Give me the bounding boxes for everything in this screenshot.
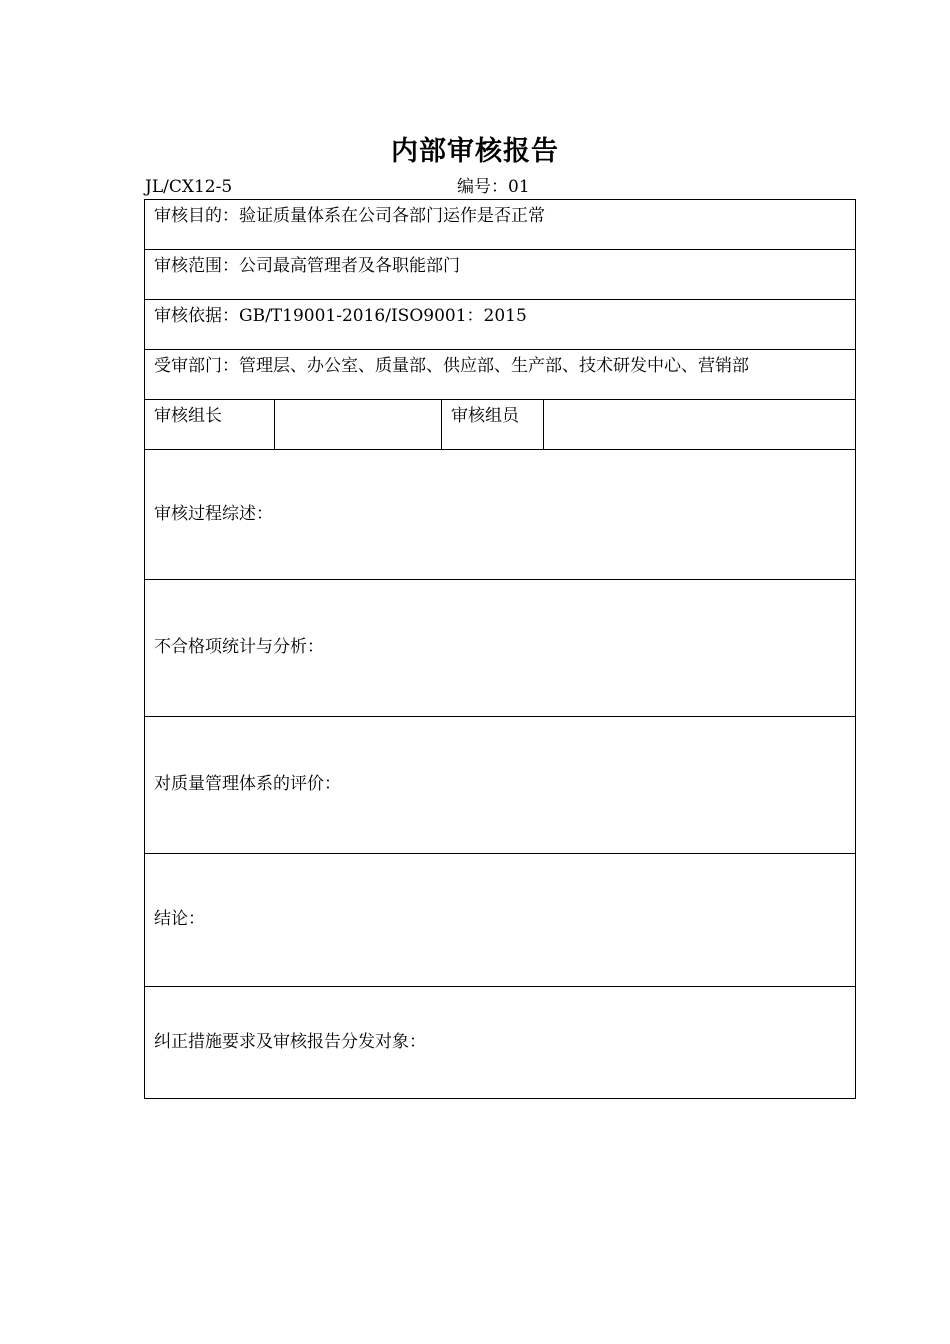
audit-scope-cell: 审核范围：公司最高管理者及各职能部门 [145,250,856,300]
form-code: JL/CX12-5 [145,177,233,197]
serial-number: 编号：01 [457,177,530,197]
audit-purpose-cell: 审核目的：验证质量体系在公司各部门运作是否正常 [145,200,856,250]
audit-basis-cell: 审核依据：GB/T19001-2016/ISO9001：2015 [145,300,856,350]
team-members-field[interactable] [544,400,856,450]
table-row [145,250,856,300]
table-row [145,400,856,450]
table-row [145,717,856,854]
qms-evaluation-cell[interactable]: 对质量管理体系的评价： [145,717,856,854]
audited-departments-cell: 受审部门：管理层、办公室、质量部、供应部、生产部、技术研发中心、营销部 [145,350,856,400]
table-row [145,854,856,987]
nonconformity-analysis-cell[interactable]: 不合格项统计与分析： [145,580,856,717]
table-row [145,200,856,250]
table-row [145,350,856,400]
page-title: 内部审核报告 [391,136,559,167]
table-row [145,987,856,1099]
lead-auditor-field[interactable] [275,400,442,450]
team-members-label: 审核组员 [442,400,544,450]
table-row [145,580,856,717]
corrective-actions-cell[interactable]: 纠正措施要求及审核报告分发对象： [145,987,856,1099]
audit-report-table [144,199,856,1099]
process-summary-cell[interactable]: 审核过程综述： [145,450,856,580]
conclusion-cell[interactable]: 结论： [145,854,856,987]
table-row [145,300,856,350]
lead-auditor-label: 审核组长 [145,400,275,450]
table-row [145,450,856,580]
